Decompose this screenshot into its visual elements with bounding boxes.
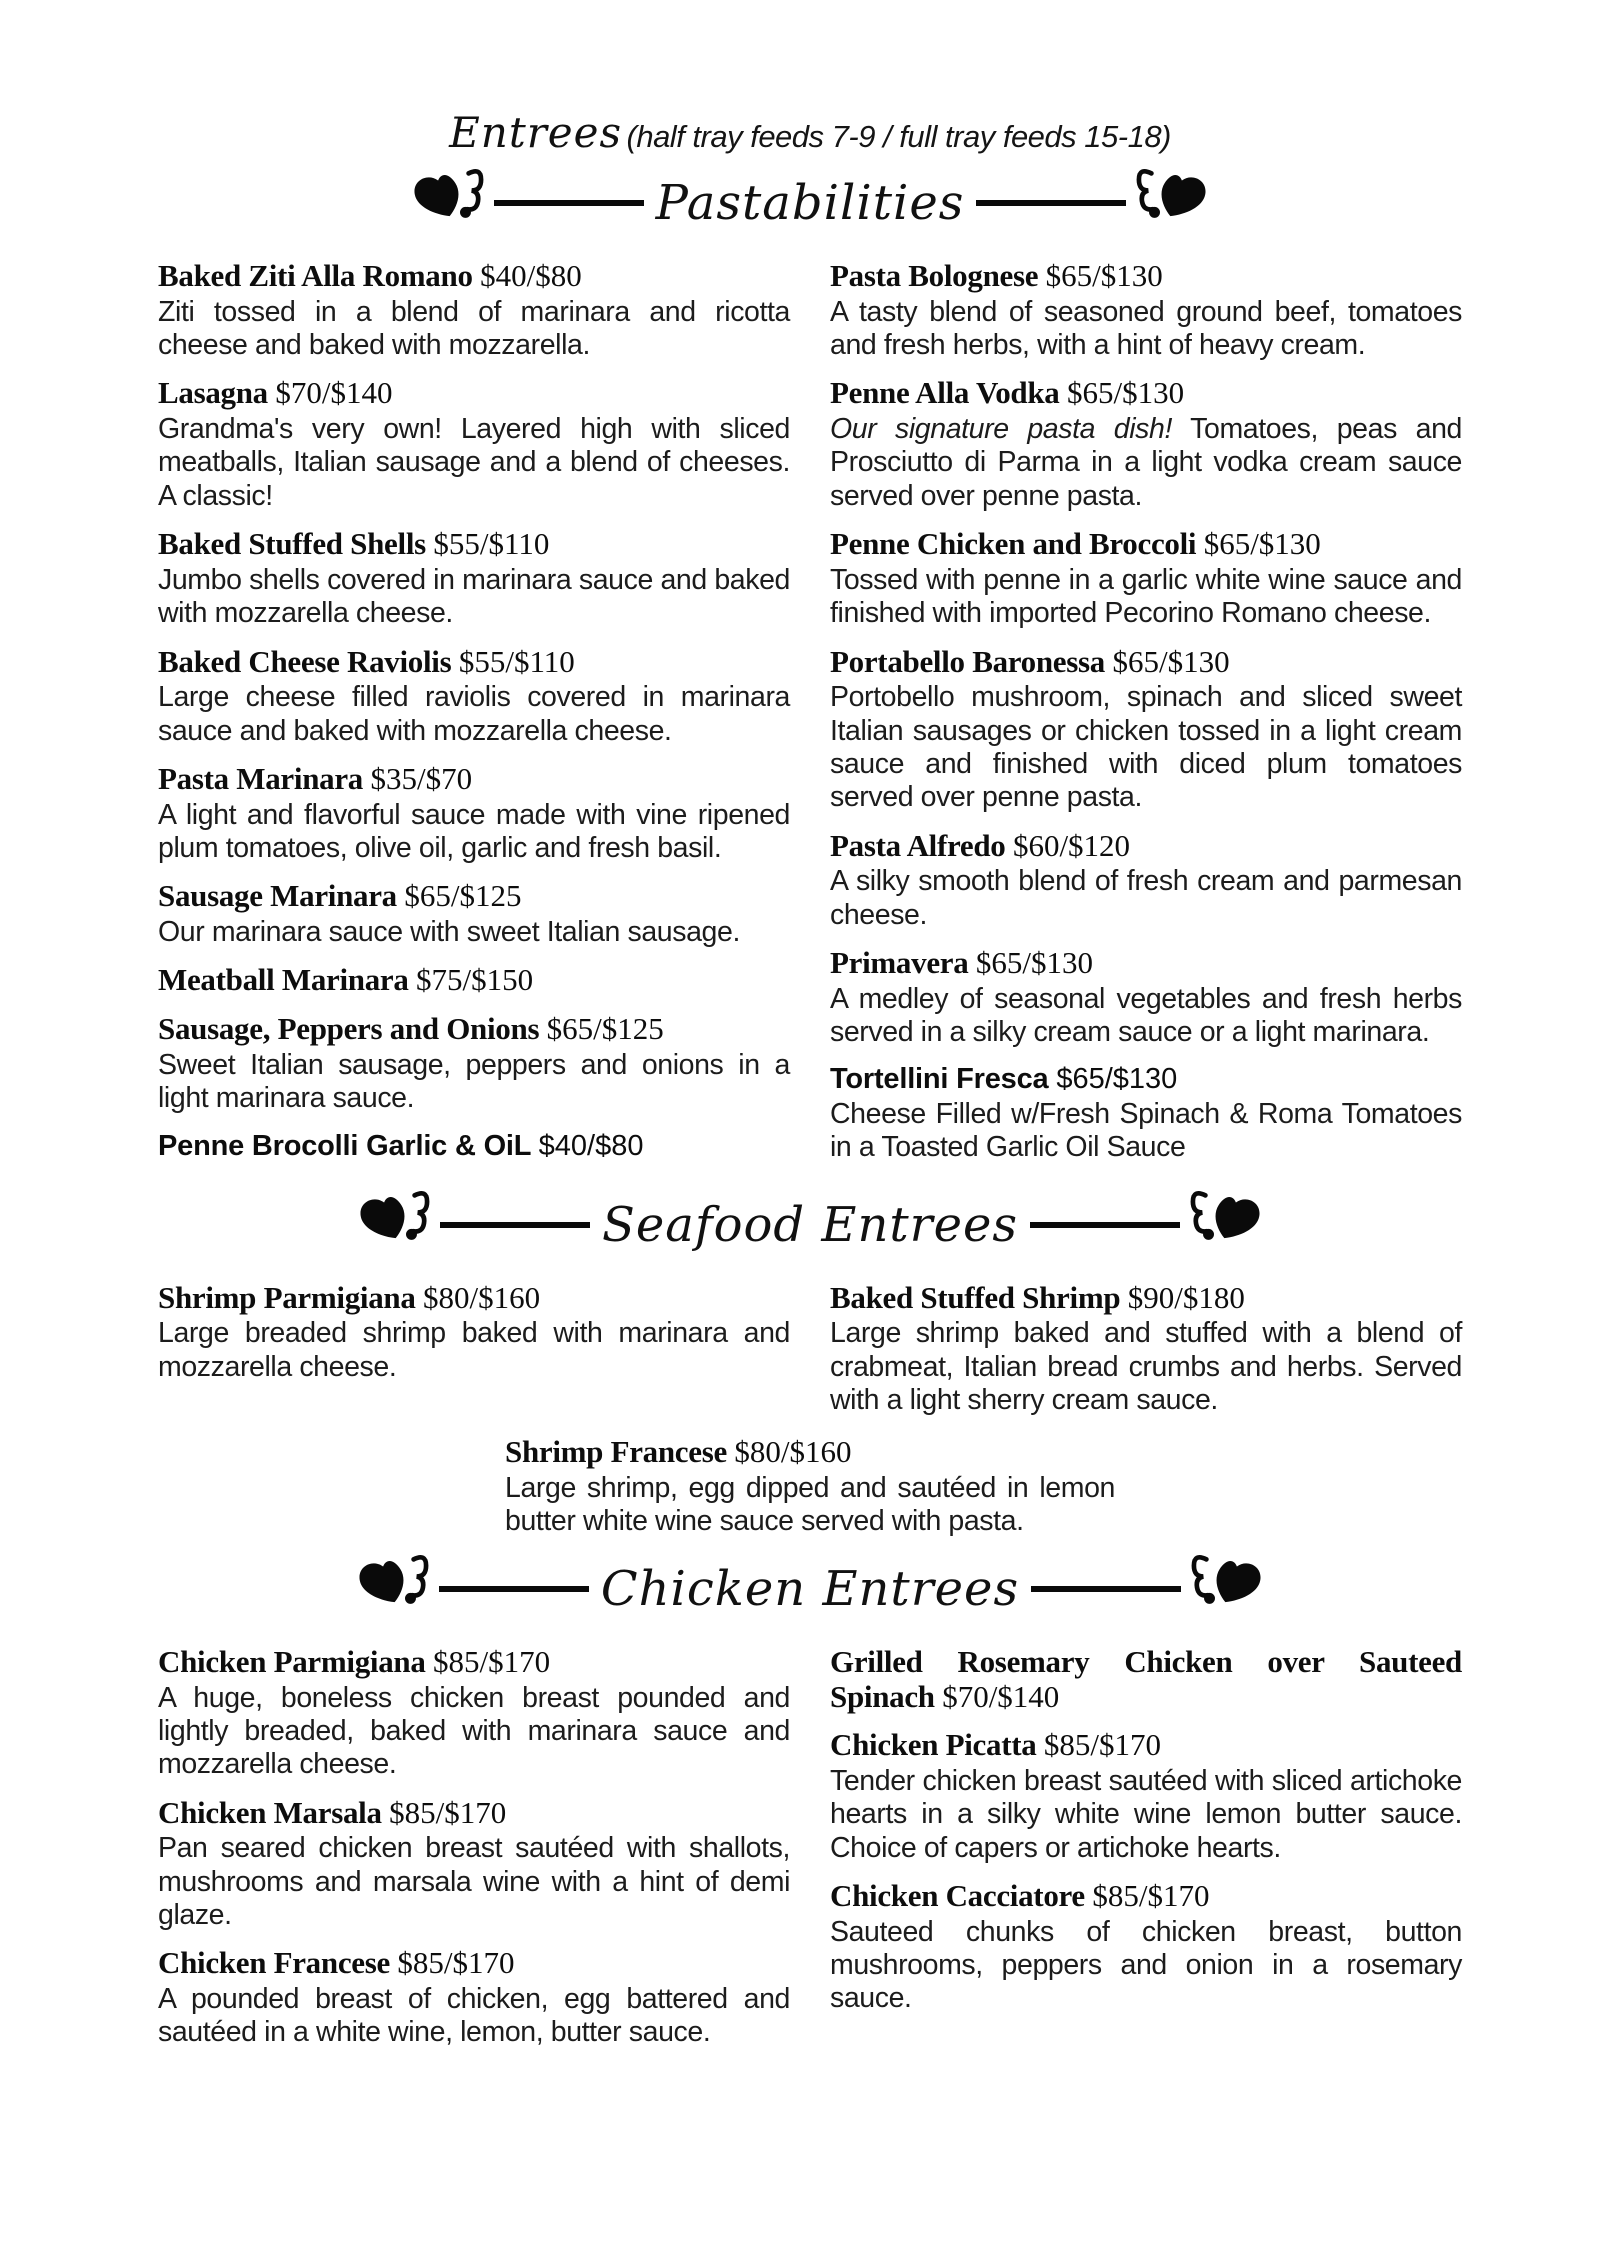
- item-price: $55/$110: [433, 526, 550, 562]
- item-name: Primavera: [830, 945, 976, 981]
- item-name-line: [505, 1435, 1115, 1470]
- item-name: Chicken Parmigiana: [158, 1643, 434, 1679]
- entrees-script-title: Entrees: [449, 108, 623, 157]
- divider-rule: [439, 1586, 589, 1592]
- item-price: $55/$110: [458, 643, 575, 679]
- item-price: $80/$160: [734, 1434, 852, 1470]
- item-name: Baked Stuffed Shrimp: [830, 1279, 1128, 1315]
- item-description: Large cheese filled raviolis covered in marinara sauce and baked with mozzarella cheese.: [158, 681, 790, 747]
- item-name-line: [830, 376, 1462, 411]
- column-right: [830, 1645, 1462, 2064]
- item-name: Chicken Cacciatore: [830, 1877, 1093, 1913]
- item-price: $65/$130: [1203, 526, 1321, 562]
- item-name-line: [158, 1130, 790, 1162]
- section-title: Pastabilities: [655, 175, 965, 231]
- item-description: A silky smooth blend of fresh cream and parmesan cheese.: [830, 865, 1462, 931]
- menu-item: [158, 1645, 790, 1782]
- floral-heart-flourish-icon: [414, 167, 492, 239]
- item-name: Pasta Marinara: [158, 760, 371, 796]
- item-price: $70/$140: [275, 375, 393, 411]
- item-description: A tasty blend of seasoned ground beef, tomatoes and fresh herbs, with a hint of heavy cream.: [830, 295, 1462, 362]
- menu-item: [830, 1879, 1462, 2016]
- item-name-line: [158, 879, 790, 914]
- item-name-line: [158, 645, 790, 680]
- menu-item: [830, 829, 1462, 932]
- item-name-line: [158, 376, 790, 411]
- divider-rule: [494, 200, 644, 206]
- item-description: Sweet Italian sausage, peppers and onions in a light marinara sauce.: [158, 1048, 790, 1115]
- item-name-line: [830, 1281, 1462, 1316]
- menu-item: [830, 1063, 1462, 1164]
- item-name: Chicken Picatta: [830, 1727, 1044, 1763]
- item-name-line: [830, 527, 1462, 562]
- menu-item: [830, 376, 1462, 513]
- divider-rule: [440, 1222, 590, 1228]
- item-name: Lasagna: [158, 375, 276, 411]
- item-name: Penne Alla Vodka: [830, 375, 1067, 411]
- item-name: Pasta Bolognese: [830, 258, 1046, 293]
- item-price: $65/$125: [546, 1011, 664, 1047]
- menu-item: [158, 1946, 790, 2049]
- column-left: [158, 1645, 790, 2064]
- item-name: Meatball Marinara: [158, 962, 417, 998]
- section-divider: [158, 1189, 1462, 1261]
- item-name: Portabello Baronessa: [830, 643, 1113, 679]
- item-price: $90/$180: [1127, 1279, 1245, 1315]
- tray-feeds-note: (half tray feeds 7-9 / full tray feeds 15-18): [626, 119, 1171, 154]
- menu-item: [158, 879, 790, 949]
- item-price: $85/$170: [397, 1945, 515, 1981]
- item-name: Pasta Alfredo: [830, 827, 1013, 863]
- item-description: Grandma's very own! Layered high with sliced meatballs, Italian sausage and a blend of cheeses. A classic!: [158, 413, 790, 512]
- divider-rule: [976, 200, 1126, 206]
- item-name: Baked Cheese Raviolis: [158, 643, 459, 679]
- item-description: A medley of seasonal vegetables and fresh herbs served in a silky cream sauce or a light marinara.: [830, 982, 1462, 1049]
- item-description: Cheese Filled w/Fresh Spinach & Roma Tomatoes in a Toasted Garlic Oil Sauce: [830, 1097, 1462, 1164]
- item-name: Baked Ziti Alla Romano: [158, 258, 481, 293]
- item-name: Tortellini Fresca: [830, 1063, 1057, 1096]
- item-description: Sauteed chunks of chicken breast, button mushrooms, peppers and onion in a rosemary sauce.: [830, 1915, 1462, 2015]
- item-name-line: [158, 527, 790, 562]
- section-divider: [158, 167, 1462, 239]
- item-description: Portobello mushroom, spinach and sliced sweet Italian sausages or chicken tossed in a light cream sauce and finished with diced plum tomatoes served over penne pasta.: [830, 681, 1462, 814]
- floral-heart-flourish-icon: [1128, 167, 1206, 239]
- item-name-line: [158, 963, 790, 998]
- item-name-line: [830, 946, 1462, 981]
- menu-item: [830, 1728, 1462, 1865]
- column-right: [830, 259, 1462, 1179]
- item-description: Ziti tossed in a blend of marinara and ricotta cheese and baked with mozzarella.: [158, 295, 790, 362]
- column-right: [830, 1281, 1462, 1432]
- item-description: Large shrimp baked and stuffed with a blend of crabmeat, Italian bread crumbs and herbs. Served with a light sherry cream sauce.: [830, 1317, 1462, 1417]
- item-description: A light and flavorful sauce made with vine ripened plum tomatoes, olive oil, garlic and fresh basil.: [158, 798, 790, 865]
- section-divider: [158, 1553, 1462, 1625]
- section-title: Chicken Entrees: [600, 1560, 1020, 1617]
- item-price: $65/$125: [404, 878, 522, 914]
- menu-item: [158, 527, 790, 630]
- section-columns: [158, 1281, 1462, 1432]
- item-description: Tender chicken breast sautéed with sliced artichoke hearts in a silky white wine lemon butter sauce. Choice of capers or artichoke hearts.: [830, 1764, 1462, 1864]
- item-name-line: [158, 1946, 790, 1981]
- item-name-line: [158, 259, 790, 294]
- floral-heart-flourish-icon: [1183, 1553, 1261, 1625]
- item-price: $85/$170: [1043, 1727, 1162, 1763]
- menu-item: [158, 1796, 790, 1933]
- item-price: $65/$130: [1112, 643, 1230, 679]
- item-name-line: [830, 1728, 1462, 1763]
- menu-item: [158, 259, 790, 362]
- menu-section: [158, 1189, 1462, 1539]
- menu-item: [830, 259, 1462, 362]
- item-description: A huge, boneless chicken breast pounded and lightly breaded, baked with marinara sauce and mozzarella cheese.: [158, 1681, 790, 1781]
- menu-sections: [158, 167, 1462, 2064]
- item-price: $85/$170: [1092, 1877, 1210, 1913]
- item-name: Sausage, Peppers and Onions: [158, 1011, 547, 1047]
- column-left: [158, 1281, 790, 1432]
- menu-item: [158, 1012, 790, 1115]
- column-left: [158, 259, 790, 1179]
- divider-rule: [1031, 1586, 1181, 1592]
- item-name-line: [830, 645, 1462, 680]
- item-name-line: [830, 1645, 1462, 1714]
- item-name: Shrimp Parmigiana: [158, 1279, 424, 1315]
- menu-item: [505, 1435, 1115, 1538]
- item-description: Large shrimp, egg dipped and sautéed in lemon butter white wine sauce served with pasta.: [505, 1472, 1115, 1538]
- item-price: $75/$150: [416, 962, 534, 998]
- item-description: A pounded breast of chicken, egg battered and sautéed in a white wine, lemon, butter sauce.: [158, 1983, 790, 2049]
- item-price: $85/$170: [389, 1794, 507, 1830]
- item-name: Chicken Marsala: [158, 1794, 390, 1830]
- item-price: $40/$80: [538, 1129, 644, 1162]
- item-name: Sausage Marinara: [158, 878, 405, 914]
- item-description: Large breaded shrimp baked with marinara and mozzarella cheese.: [158, 1317, 790, 1383]
- item-description: Pan seared chicken breast sautéed with shallots, mushrooms and marsala wine with a hint of demi glaze.: [158, 1832, 790, 1931]
- menu-item: [158, 376, 790, 513]
- section-title: Seafood Entrees: [601, 1196, 1019, 1253]
- item-price: $40/$80: [480, 258, 582, 293]
- menu-item: [830, 1645, 1462, 1714]
- item-name: Shrimp Francese: [505, 1434, 735, 1470]
- item-name: Chicken Francese: [158, 1945, 398, 1981]
- item-name: Penne Chicken and Broccoli: [830, 526, 1204, 562]
- menu-section: [158, 167, 1462, 1179]
- menu-item: [830, 1281, 1462, 1418]
- item-description: Jumbo shells covered in marinara sauce and baked with mozzarella cheese.: [158, 563, 790, 630]
- menu-item: [158, 1281, 790, 1384]
- divider-rule: [1030, 1222, 1180, 1228]
- item-name-line: [830, 1063, 1462, 1095]
- item-description: Tossed with penne in a garlic white wine sauce and finished with imported Pecorino Romano cheese.: [830, 563, 1462, 630]
- item-name-line: [158, 762, 790, 797]
- menu-section: [158, 1553, 1462, 2064]
- menu-item: [158, 963, 790, 998]
- item-price: $70/$140: [942, 1678, 1060, 1714]
- floral-heart-flourish-icon: [359, 1553, 437, 1625]
- item-name: Baked Stuffed Shells: [158, 526, 434, 562]
- item-name-line: [830, 1879, 1462, 1914]
- item-description-italic-lead: Our signature pasta dish!: [830, 413, 1172, 446]
- floral-heart-flourish-icon: [1182, 1189, 1260, 1261]
- floral-heart-flourish-icon: [360, 1189, 438, 1261]
- menu-item: [158, 1130, 790, 1162]
- item-price: $65/$130: [1045, 258, 1163, 293]
- menu-item: [830, 527, 1462, 630]
- item-description: Our signature pasta dish! Tomatoes, peas and Prosciutto di Parma in a light vodka cream sauce served over penne pasta.: [830, 413, 1462, 512]
- item-name: Grilled Rosemary Chicken over Sauteed Spinach: [830, 1643, 1462, 1714]
- menu-item: [830, 946, 1462, 1049]
- item-price: $65/$130: [1066, 375, 1185, 411]
- item-description: Our marinara sauce with sweet Italian sausage.: [158, 916, 740, 949]
- item-price: $35/$70: [370, 760, 473, 796]
- item-name-line: [158, 1281, 790, 1316]
- item-price: $65/$130: [1056, 1063, 1178, 1096]
- section-columns: [158, 259, 1462, 1179]
- item-name-line: [158, 1796, 790, 1831]
- item-name-line: [830, 259, 1462, 294]
- page-title: [158, 108, 1462, 157]
- item-name-line: [830, 829, 1462, 864]
- item-price: $65/$130: [975, 945, 1094, 981]
- item-name-line: [158, 1645, 790, 1680]
- menu-item: [830, 645, 1462, 815]
- item-price: $80/$160: [423, 1279, 541, 1315]
- item-name-line: [158, 1012, 790, 1047]
- menu-item: [158, 645, 790, 748]
- section-columns: [158, 1645, 1462, 2064]
- item-price: $60/$120: [1012, 827, 1131, 863]
- menu-item: [158, 762, 790, 865]
- item-price: $85/$170: [433, 1643, 551, 1679]
- item-name: Penne Brocolli Garlic & OiL: [158, 1129, 539, 1162]
- centered-item-block: [505, 1435, 1115, 1538]
